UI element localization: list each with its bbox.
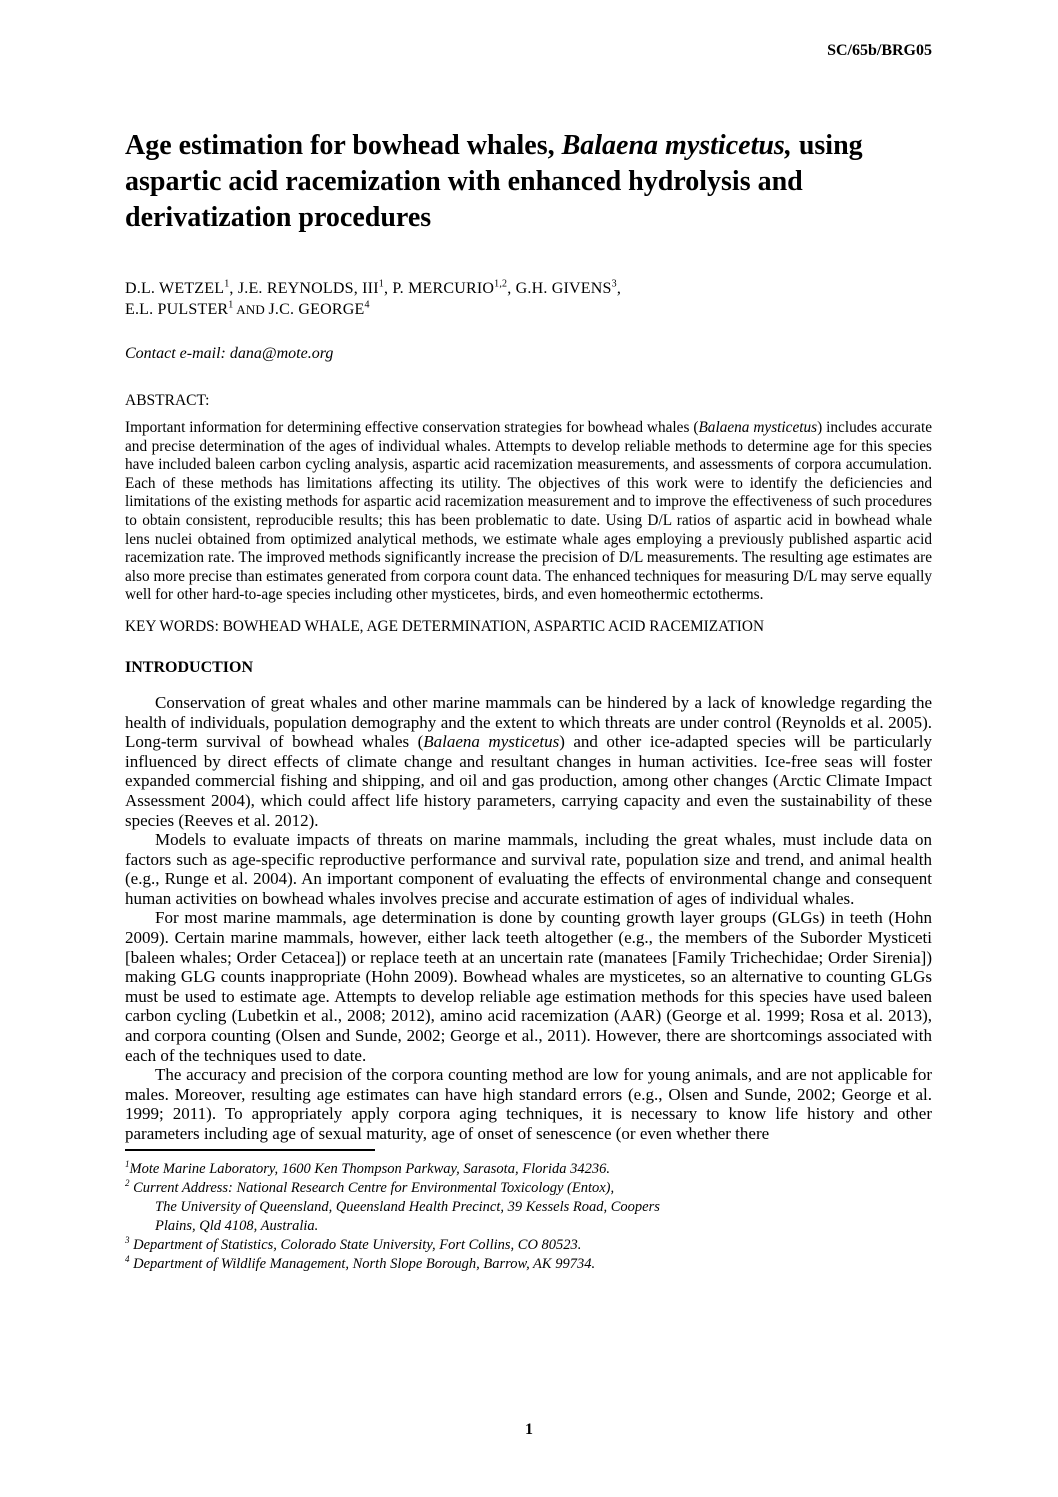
title-text-before-species: Age estimation for bowhead whales, [125,130,562,161]
footnote-4 [125,1255,932,1274]
contact-email-line [125,344,932,364]
abstract-text-after-species: ) includes accurate and precise determination of the ages of individual whales. Attempts to develop reliable methods to determine age for this species have included baleen carbon cycling analysis, aspartic acid racemization measurements, and assessments of corpora accumulation. Each of these methods has limitations affecting its utility. The objectives of this work were to identify the deficiencies and limitations of the existing methods for aspartic acid racemization measurement and to improve the effectiveness of such procedures to obtain consistent, reproducible results; this has been problematic to date. Using D/L ratios of aspartic acid in bowhead whale lens nuclei obtained from optimized analytical methods, we estimate whale ages employing a previously published aspartic acid racemization rate. The improved methods significantly increase the precision of D/L measurements. The resulting age estimates are also more precise than estimates generated from corpora count data. The enhanced techniques for measuring D/L may serve equally well for other hard-to-age species including other mysticetes, birds, and even homeothermic ectotherms. [125,419,932,604]
abstract-text [125,419,932,605]
document-reference-code: SC/65b/BRG05 [827,42,932,59]
authors-and-label: AND [233,302,269,317]
page-number: 1 [525,1421,533,1438]
footnote-3 [125,1236,932,1255]
intro-paragraph-4: The accuracy and precision of the corpora counting method are low for young animals, and are not applicable for males. Moreover, resulting age estimates can have high standard errors (e.g., Olsen and Sunde, 2002; George et al. 1999; 2011). To appropriately apply corpora aging techniques, it is necessary to know life history and other parameters including age of sexual maturity, age of onset of senescence (or even whether there [125,1065,932,1143]
contact-email-label: Contact e-mail: [125,345,230,362]
footnote-3-text: Department of Statistics, Colorado State University, Fort Collins, CO 80523. [129,1236,582,1253]
footnotes-block [125,1160,932,1274]
footnote-4-text: Department of Wildlife Management, North Slope Borough, Barrow, AK 99734. [129,1255,596,1272]
abstract-text-before-species: Important information for determining effective conservation strategies for bowhead whales ( [125,419,699,436]
author-name: , G.H. GIVENS [507,280,612,297]
intro-paragraph-3: For most marine mammals, age determination is done by counting growth layer groups (GLGs) in teeth (Hohn 2009). Certain marine mammals, however, either lack teeth altogether (e.g., the members of the Suborder Mysticeti [baleen whales; Order Cetacea]) or replace teeth at an uncertain rate (manatees [Family Trichechidae; Order Sirenia]) making GLG counts inappropriate (Hohn 2009). Bowhead whales are mysticetes, so an alternative to counting GLGs must be used to estimate age. Attempts to develop reliable age estimation methods for this species have used baleen carbon cycling (Lubetkin et al., 2008; 2012), amino acid racemization (AAR) (George et al. 1999; Rosa et al. 2013), and corpora counting (Olsen and Sunde, 2002; George et al., 2011). However, there are shortcomings associated with each of the techniques used to date. [125,908,932,1065]
intro-paragraph-1-before-species: Conservation of great whales and other marine mammals can be hindered by a lack of knowledge regarding the health of individuals, population demography and the extent to which threats are under control (Reynolds et al. 2005). Long-term survival of bowhead whales ( [125,692,932,752]
footnote-4-number: 4 [125,1253,130,1264]
author-name: D.L. WETZEL [125,280,225,297]
author-affiliation-superscript: 3 [611,278,617,290]
author-name: , J.E. REYNOLDS, III [229,280,379,297]
author-affiliation-superscript: 1 [378,278,384,290]
title-species-name: Balaena mysticetus, [561,130,792,161]
title-text-after-species: using aspartic acid racemization with enhanced hydrolysis and derivatization procedures [125,130,863,233]
intro-paragraph-2: Models to evaluate impacts of threats on marine mammals, including the great whales, must include data on factors such as age-specific reproductive performance and survival rate, population size and trend, and animal health (e.g., Runge et al. 2004). An important component of evaluating the effects of environmental change and consequent human activities on bowhead whales involves precise and accurate estimation of ages of individual whales. [125,830,932,908]
author-affiliation-superscript: 1 [224,278,230,290]
footnote-2-number: 2 [125,1177,130,1188]
abstract-species-name: Balaena mysticetus [698,419,818,436]
footnote-divider-rule [125,1149,375,1151]
footnote-2-continuation-line-2: Plains, Qld 4108, Australia. [155,1217,319,1234]
footnote-3-number: 3 [125,1234,130,1245]
author-affiliation-superscript: 1 [228,299,234,311]
intro-paragraph-1 [125,693,932,830]
footnote-1 [125,1160,932,1179]
intro-paragraph-1-after-species: ) and other ice-adapted species will be particularly influenced by direct effects of climate change and resultant changes in human activities. Ice-free seas will foster expanded commercial fishing and shipping, and oil and gas production, among other changes (Arctic Climate Impact Assessment 2004), which could affect life history parameters, carrying capacity and even the sustainability of these species (Reeves et al. 2012). [125,732,933,830]
author-affiliation-superscript: 1,2 [494,278,508,290]
intro-paragraph-1-species-name: Balaena mysticetus [423,732,560,752]
contact-email-address: dana@mote.org [229,345,334,362]
footnote-2 [125,1179,932,1236]
footnote-2-continuation-line-1: The University of Queensland, Queensland Health Precinct, 39 Kessels Road, Coopers [155,1198,660,1215]
abstract-heading: ABSTRACT: [125,392,210,409]
author-name: E.L. PULSTER [125,301,229,318]
author-name: , P. MERCURIO [383,280,495,297]
author-name: J.C. GEORGE [268,301,365,318]
page-title [125,128,932,236]
footnote-2-text: Current Address: National Research Centre for Environmental Toxicology (Entox), [129,1179,615,1196]
author-affiliation-superscript: 4 [364,299,370,311]
footnote-1-number: 1 [125,1158,130,1169]
keywords-line: KEY WORDS: BOWHEAD WHALE, AGE DETERMINATION, ASPARTIC ACID RACEMIZATION [125,617,764,635]
authors-block [125,278,932,320]
footnote-1-text: Mote Marine Laboratory, 1600 Ken Thompson Parkway, Sarasota, Florida 34236. [129,1160,611,1177]
authors-separator: , [616,280,622,297]
section-heading-introduction: INTRODUCTION [125,658,254,676]
